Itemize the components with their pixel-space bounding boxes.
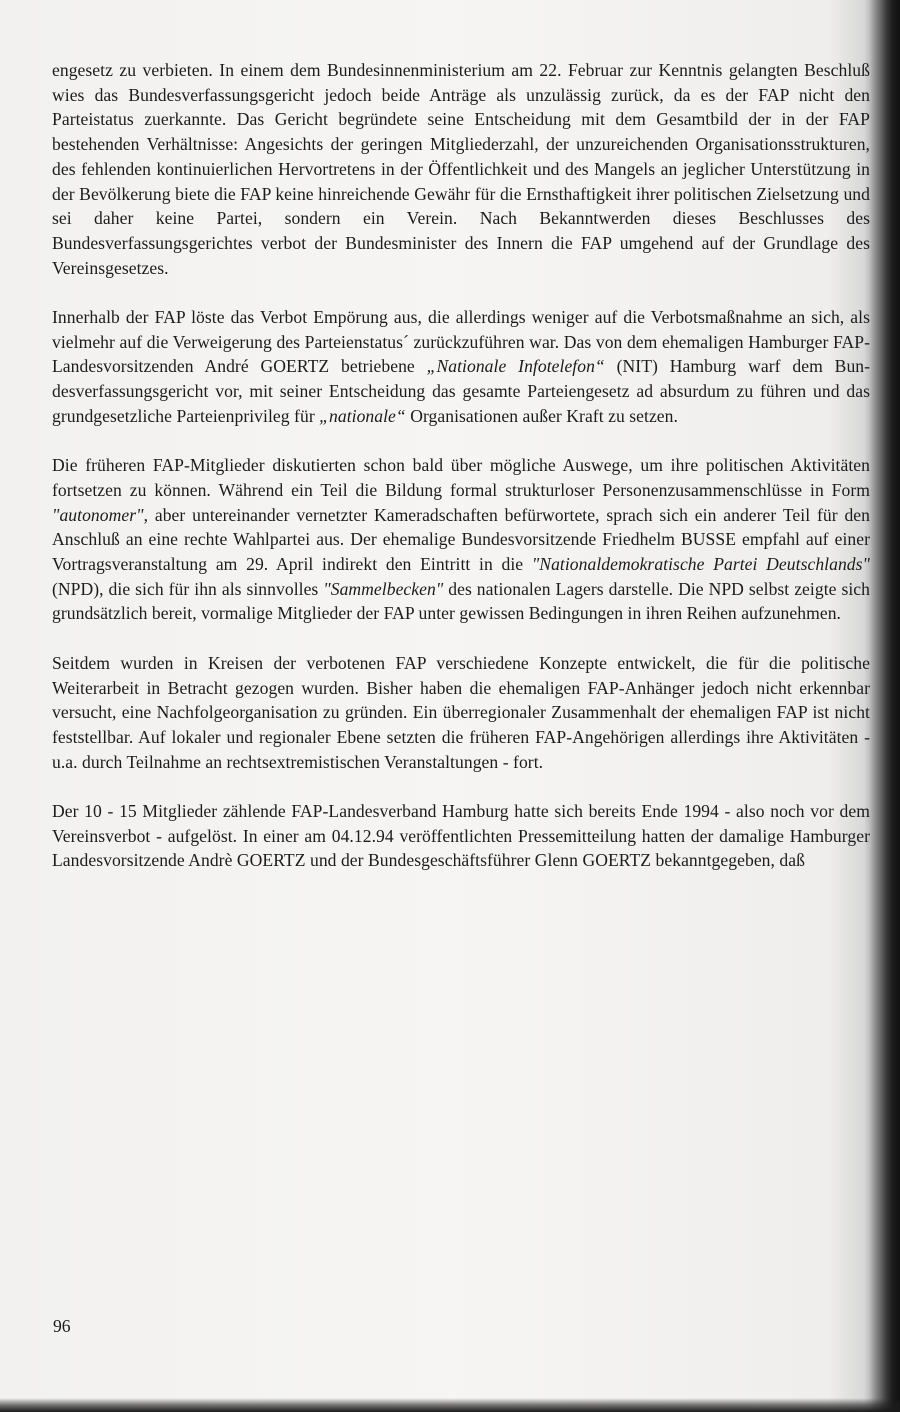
paragraph	[52, 305, 870, 429]
text-run: , aber untereinander vernetzter Kameradschaften befürwortete, sprach sich ein anderer Teil für den Anschluß an eine rechte Wahlpartei aus. Der ehemalige Bundesvorsitzende Friedhelm BUSSE empfahl auf einer Vortragsveranstaltung am 29. April indirekt den Eintritt in die	[52, 504, 870, 575]
text-run: Die früheren FAP-Mitglieder diskutierten schon bald über mögliche Auswege, um ihre politischen Aktivitäten fortsetzen zu können. Während ein Teil die Bildung formal strukturloser Personenzusammenschlüsse in Form	[52, 455, 870, 500]
paragraph	[52, 651, 870, 775]
text-run: Der 10 - 15 Mitglieder zählende FAP-Landesverband Hamburg hatte sich bereits Ende 1994 - also noch vor dem Vereinsverbot - aufgelöst. In einer am 04.12.94 veröffentlichten Pressemitteilung hatten der damalige Hamburger Landesvorsitzende Andrè GOERTZ und der Bundesgeschäftsführer Glenn GOERTZ bekanntgegeben, daß	[52, 801, 870, 871]
body-text	[52, 58, 870, 873]
paragraph	[52, 453, 870, 626]
text-run: Innerhalb der FAP löste das Verbot Empörung aus, die allerdings weniger auf die Verbotsmaßnahme an sich, als vielmehr auf die Verweigerung des Parteienstatus´ zurückzuführen war. Das von dem ehemaligen Hamburger FAP-Landesvorsitzenden André GOERTZ betriebene	[52, 307, 870, 377]
quoted-term: "autonomer"	[52, 504, 144, 525]
page-number: 96	[53, 1316, 71, 1336]
quoted-term: "Sammelbecken"	[323, 578, 444, 599]
text-run: Seitdem wurden in Kreisen der verbotenen FAP verschiedene Konzepte entwickelt, die für die politische Weiterarbeit in Betracht gezogen wurden. Bisher haben die ehemaligen FAP-Anhänger jedoch nicht erkennbar versucht, eine Nachfolgeorganisation zu gründen. Ein überregionaler Zusammenhalt der ehemaligen FAP ist nicht feststellbar. Auf lokaler und regionaler Ebene setzten die früheren FAP-Angehörigen allerdings ihre Aktivitäten - u.a. durch Teilnahme an rechtsextremistischen Veranstaltungen - fort.	[52, 652, 870, 772]
text-run: (NIT) Hamburg warf dem Bundesverfassungsgericht vor, mit seiner Entscheidung das gesamte Parteiengesetz ad absurdum zu führen und das grundgesetzliche Parteienprivileg für	[52, 356, 871, 426]
text-run: des nationalen Lagers darstelle. Die NPD selbst zeigte sich grundsätzlich bereit, vormalige Mitglieder der FAP unter gewissen Bedingungen in ihren Reihen aufzunehmen.	[52, 578, 870, 624]
page-bottom-edge	[0, 1398, 900, 1412]
quoted-term: "Nationaldemokratische Partei Deutschlands"	[531, 554, 870, 575]
text-run: engesetz zu verbieten. In einem dem Bundesinnenministerium am 22. Februar zur Kenntnis gelangten Beschluß wies das Bundesverfassungsgericht jedoch beide Anträge als unzulässig zurück, da es der FAP nicht den Parteistatus zuerkannte. Das Gericht begründete seine Entscheidung mit dem Gesamtbild der in der FAP bestehenden Verhältnisse: Angesichts der geringen Mitgliederzahl, der unzureichenden Organisationsstrukturen, des fehlenden kontinuierlichen Hervortretens in der Öffentlichkeit und des Mangels an jeglicher Unterstützung in der Bevölkerung biete die FAP keine hinreichende Gewähr für die Ernsthaftigkeit ihrer politischen Zielsetzung und sei daher keine Partei, sondern ein Verein. Nach Bekanntwerden dieses Beschlusses des Bundesverfassungsgerichtes verbot der Bundesminister des Innern die FAP umgehend auf der Grundlage des Vereinsgesetzes.	[52, 60, 870, 278]
quoted-term: „Nationale Infotelefon“	[426, 356, 605, 377]
paragraph	[52, 58, 870, 280]
book-spine-shadow	[870, 0, 900, 1412]
quoted-term: „nationale“	[319, 405, 406, 426]
text-run: Organisationen außer Kraft zu setzen.	[405, 405, 678, 426]
text-run: (NPD), die sich für ihn als sinnvolles	[52, 578, 324, 599]
paragraph	[52, 799, 870, 873]
